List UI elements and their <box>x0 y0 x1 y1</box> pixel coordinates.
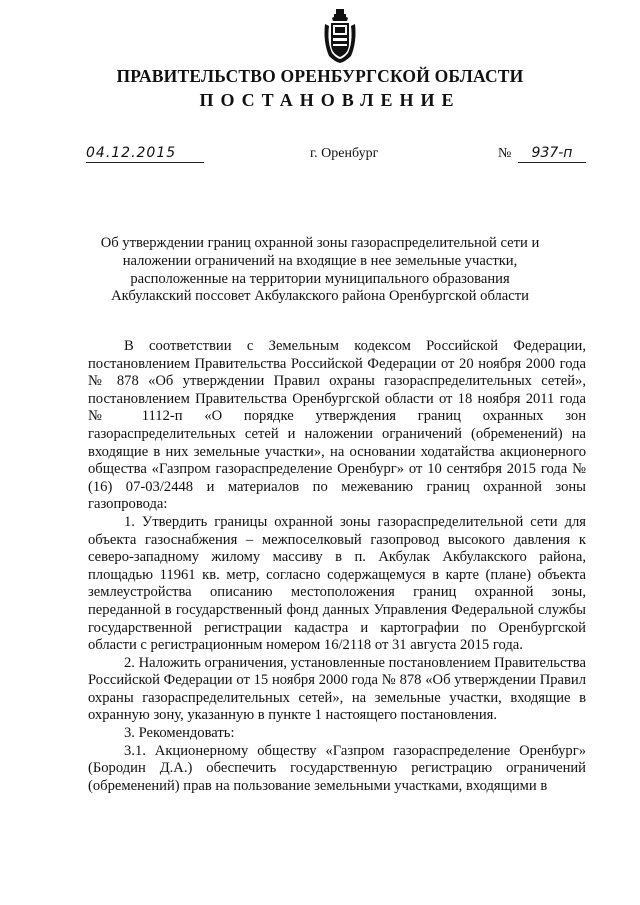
coat-of-arms-icon <box>321 8 359 64</box>
body-paragraph: 1. Утвердить границы охранной зоны газораспределительной сети для объекта газоснабжения – межпоселковый газопровод высокого давления к северо-западному жилому массиву в п. Акбулак Акбулакского района, площадью 11961 кв. метр, согласно содержащемуся в карте (плане) объекта землеустройства описанию местоположения границ охранной зоны, переданной в государственный фонд данных Управления Федеральной службы государственной регистрации кадастра и картографии по Оренбургской области с регистрационным номером 16/2118 от 31 августа 2015 года. <box>88 513 586 654</box>
body-paragraph: 3.1. Акционерному обществу «Газпром газораспределение Оренбург» (Бородин Д.А.) обеспечить государственную регистрацию ограничений (обременений) прав на пользование земельными участками, входящими в <box>88 742 586 794</box>
subject-line: наложении ограничений на входящие в нее земельные участки, <box>122 252 518 269</box>
document-number: 937-п <box>518 144 586 163</box>
government-title: ПРАВИТЕЛЬСТВО ОРЕНБУРГСКОЙ ОБЛАСТИ <box>116 66 524 86</box>
document-subject <box>60 235 580 306</box>
subject-line: Об утверждении границ охранной зоны газораспределительной сети и <box>100 235 540 251</box>
body-paragraph: 2. Наложить ограничения, установленные постановлением Правительства Российской Федерации от 15 ноября 2000 года № 878 «Об утверждении Правил охраны газораспределительных сетей», на земельные участки, входящие в охранную зону, указанную в пункте 1 настоящего постановления. <box>88 654 586 724</box>
document-body <box>88 338 586 795</box>
body-paragraph: 3. Рекомендовать: <box>124 725 235 742</box>
subject-line: расположенные на территории муниципального образования <box>130 270 510 287</box>
document-date: 04.12.2015 <box>86 144 204 163</box>
subject-line: Акбулакский поссовет Акбулакского района Оренбургской области <box>111 288 529 305</box>
document-city: г. Оренбург <box>310 146 379 161</box>
document-number-label: № <box>498 146 512 161</box>
body-paragraph: В соответствии с Земельным кодексом Российской Федерации, постановлением Правительства Российской Федерации от 20 ноября 2000 года № 878 «Об утверждении Правил охраны газораспределительных сетей», постановлением Правительства Оренбургской области от 18 ноября 2011 года № 1112-п «О порядке утверждения границ охранных зон газораспределительных сетей и наложении ограничений (обременений) на входящие в них земельные участки», на основании ходатайства акционерного общества «Газпром газораспределение Оренбург» от 10 сентября 2015 года № (16) 07-03/2448 и материалов по межеванию границ охранной зоны газопровода: <box>88 338 586 513</box>
document-type: ПОСТАНОВЛЕНИЕ <box>199 90 461 110</box>
